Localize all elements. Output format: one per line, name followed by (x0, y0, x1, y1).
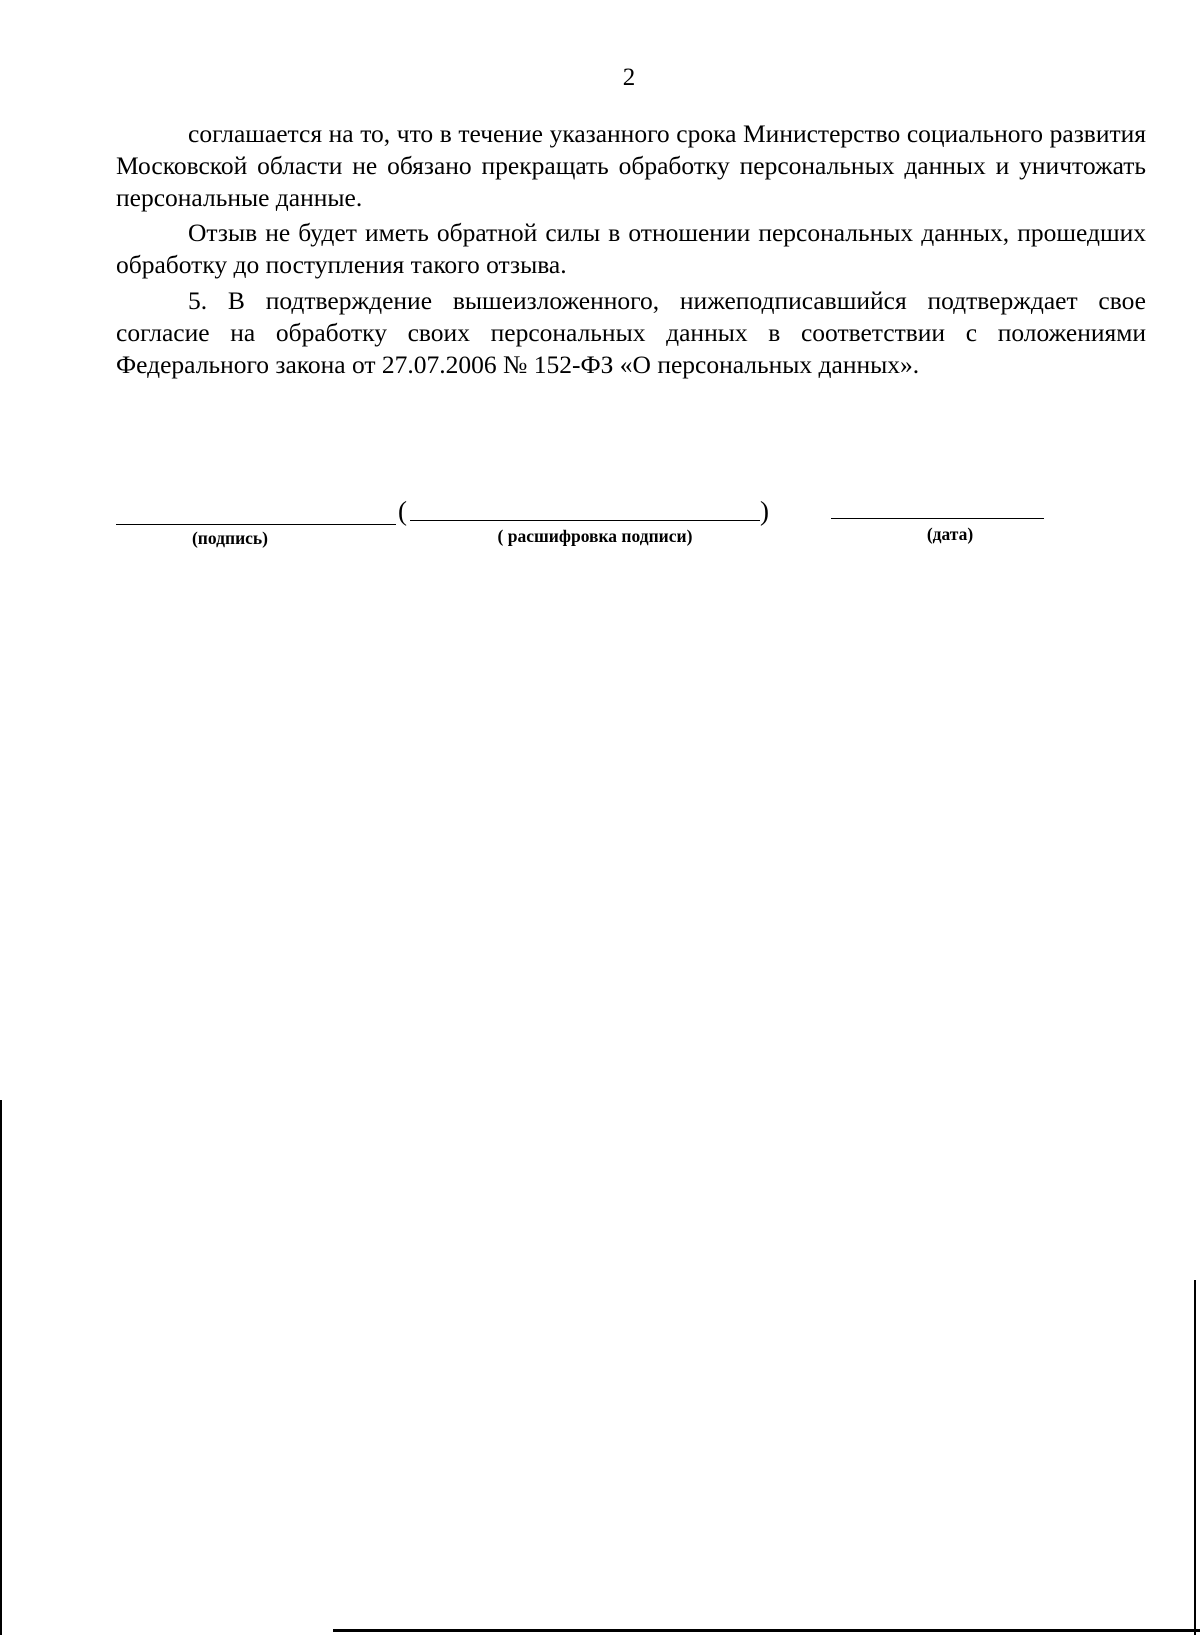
date-caption: (дата) (926, 524, 974, 544)
signature-line[interactable] (116, 524, 396, 525)
paragraph-revocation: Отзыв не будет иметь обратной силы в отношении персональных данных, прошедших обработку до поступления такого отзыва. (116, 218, 1146, 280)
signature-block (0, 494, 1200, 554)
page-number: 2 (622, 64, 636, 91)
paragraph-continuation: соглашается на то, что в течение указанного срока Министерство социального развития Московской области не обязано прекращать обработку персональных данных и уничтожать персональные данные. (116, 119, 1146, 212)
scan-edge-right (1194, 1280, 1196, 1635)
scan-edge-left (0, 1100, 2, 1635)
transcript-caption: ( расшифровка подписи) (497, 526, 693, 546)
signature-caption: (подпись) (191, 528, 269, 548)
open-paren: ( (398, 496, 407, 526)
paragraph-consent: 5. В подтверждение вышеизложенного, нижеподписавшийся подтверждает свое согласие на обработку своих персональных данных в соответствии с положениями Федерального закона от 27.07.2006 № 152-ФЗ «О персональных данных». (116, 285, 1146, 379)
date-line[interactable] (831, 518, 1044, 519)
transcript-line[interactable] (410, 520, 760, 521)
document-body (116, 118, 1146, 384)
scan-edge-bottom (333, 1629, 1200, 1632)
close-paren: ) (760, 496, 769, 526)
